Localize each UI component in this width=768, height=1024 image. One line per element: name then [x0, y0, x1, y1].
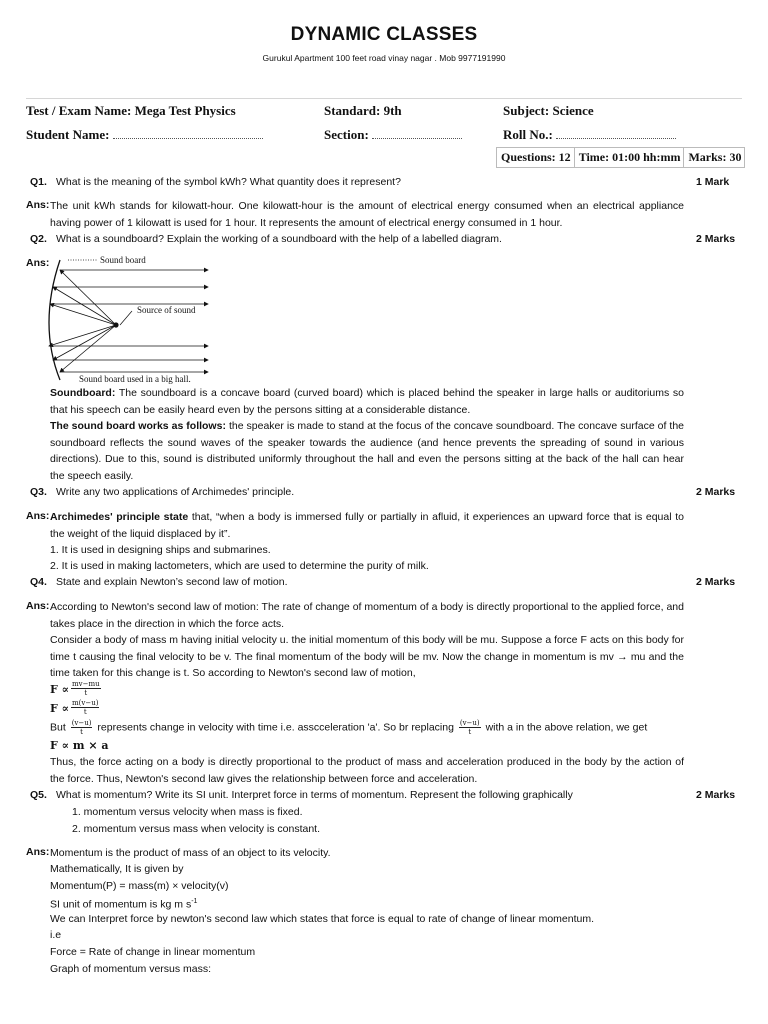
- q4-number: Q4.: [30, 576, 47, 588]
- q5-line-8: Graph of momentum versus mass:: [50, 963, 212, 975]
- q5-answer-label: Ans:: [26, 846, 50, 858]
- but-frac1-num: (v−u): [71, 719, 92, 727]
- exam-info-box: [496, 147, 745, 168]
- q4-answer-label: Ans:: [26, 600, 50, 612]
- but-frac2-num: (v−u): [459, 719, 480, 727]
- q4-answer-para3: Thus, the force acting on a body is directly proportional to the product of mass and acceleration produced in the body by the action of the force. Thus, Newton's second law gives the relationship between force and acceleration.: [50, 756, 684, 785]
- q5-line-7: Force = Rate of change in linear momentum: [50, 946, 256, 958]
- student-name-label: Student Name:: [26, 127, 110, 142]
- q1-question: What is the meaning of the symbol kWh? What quantity does it represent?: [56, 176, 401, 188]
- q1-marks: 1 Mark: [696, 176, 730, 188]
- q1-answer: The unit kWh stands for kilowatt-hour. One kilowatt-hour is the amount of electrical energy consumed when an electrical appliance having power of 1 kilowatt is used for 1 hour. It represents the amount of electrical energy consumed in 1 hour.: [50, 200, 684, 229]
- q5-line-1: Momentum is the product of mass of an object to its velocity.: [50, 847, 331, 859]
- eq1-lhs: F ∝: [50, 683, 70, 696]
- eq2-lhs: F ∝: [50, 702, 70, 715]
- working-explanation: the speaker is made to stand at the focus of the concave soundboard. The concave surface of the soundboard reflects the sound waves of the speaker towards the audience (and hence prevents the spreading of sound in various directions). Due to this, sound is distributed uniformly throughout the hall and even the persons sitting at the back of the hall can hear the speech easily.: [50, 420, 685, 482]
- si-unit-exponent: -1: [191, 898, 198, 905]
- working-term: The sound board works as follows:: [50, 420, 226, 432]
- q2-number: Q2.: [30, 233, 47, 245]
- soundboard-definition: The soundboard is a concave board (curved board) which is placed behind the speaker in large halls or auditoriums so that his speech can be easily heard even by the persons sitting at a considerable distance.: [50, 387, 684, 416]
- time-limit: Time: 01:00 hh:mm: [574, 148, 684, 167]
- q4-but-line: [50, 719, 710, 736]
- total-marks: Marks: 30: [683, 148, 744, 167]
- student-name-field: [26, 127, 263, 143]
- source-label-leader: [120, 311, 132, 325]
- q3-point-2: 2. It is used in making lactometers, which are used to determine the purity of milk.: [50, 560, 429, 572]
- soundboard-diagram: [48, 252, 218, 387]
- q5-line-3: Momentum(P) = mass(m) × velocity(v): [50, 880, 229, 892]
- equation-1: [50, 680, 103, 698]
- roll-no-field: [503, 127, 676, 143]
- but-text-pre: But: [50, 721, 66, 734]
- q2-marks: 2 Marks: [696, 233, 736, 245]
- section-blank: [372, 128, 462, 139]
- q5-number: Q5.: [30, 789, 47, 801]
- fig-caption: Sound board used in a big hall.: [79, 374, 191, 384]
- q4-answer-para2: Consider a body of mass m having initial velocity u. the initial momentum of this body will be mu. Suppose a force F acts on this body for time t causing the final velocity to be v. The final momentum of the body will be mv. Now the change in momentum is mv → mu and the time taken for this change is t. So according to Newton's second law of motion,: [50, 634, 684, 679]
- q4-answer-para1: According to Newton's second law of motion: The rate of change of momentum of a body is directly proportional to the applied force, and takes place in the direction in which the force acts.: [50, 601, 684, 630]
- exam-name: Test / Exam Name: Mega Test Physics: [26, 103, 236, 118]
- q3-number: Q3.: [30, 486, 47, 498]
- section-field: [324, 127, 462, 143]
- q5-question: What is momentum? Write its SI unit. Interpret force in terms of momentum. Represent the following graphically: [56, 789, 573, 801]
- but-frac1-den: t: [80, 728, 83, 736]
- questions-count: Questions: 12: [501, 150, 571, 164]
- incident-rays: [49, 270, 116, 372]
- q1-answer-label: Ans:: [26, 199, 50, 211]
- q2-answer-para1: [50, 385, 684, 418]
- q3-answer: [50, 509, 684, 542]
- q5-line-5: We can Interpret force by newton's second law which states that force is equal to rate of change of linear momentum.: [50, 913, 595, 925]
- fig-label-board: Sound board: [100, 255, 146, 265]
- q2-answer-label: Ans:: [26, 257, 50, 269]
- q5-line-2: Mathematically, It is given by: [50, 863, 184, 875]
- reflected-rays: [49, 270, 208, 372]
- q1-number: Q1.: [30, 176, 47, 188]
- student-name-blank: [113, 128, 263, 139]
- archimedes-definition: that, “when a body is immersed fully or partially in afluid, it experiences an upward force that is equal to the weight of the liquid displaced by it”.: [50, 511, 684, 540]
- subject: Subject: Science: [503, 103, 594, 118]
- eq2-denominator: t: [83, 708, 87, 717]
- eq1-denominator: t: [84, 689, 88, 698]
- equation-2: [50, 699, 101, 717]
- institute-address: Gurukul Apartment 100 feet road vinay nagar . Mob 9977191990: [262, 53, 506, 63]
- q5-line-6: i.e: [50, 929, 62, 941]
- institute-title: DYNAMIC CLASSES: [290, 24, 478, 45]
- standard: Standard: 9th: [324, 103, 402, 118]
- q3-point-1: 1. It is used in designing ships and submarines.: [50, 544, 271, 556]
- concave-board-curve: [49, 260, 60, 380]
- si-unit-text: SI unit of momentum is kg m s: [50, 898, 192, 911]
- but-text-mid: represents change in velocity with time i.e. asscceleration 'a'. So br replacing: [97, 721, 454, 734]
- but-frac2-den: t: [468, 728, 472, 736]
- eq2-numerator: m(v−u): [72, 699, 99, 708]
- q4-marks: 2 Marks: [696, 576, 736, 588]
- q3-answer-label: Ans:: [26, 510, 50, 522]
- q2-question: What is a soundboard? Explain the working of a soundboard with the help of a labelled diagram.: [56, 233, 502, 245]
- q3-question: Write any two applications of Archimedes' principle.: [56, 486, 295, 498]
- eq1-numerator: mv−mu: [72, 680, 100, 689]
- equation-3: F ∝ m × a: [50, 739, 109, 752]
- archimedes-term: Archimedes' principle state: [50, 511, 189, 523]
- soundboard-term: Soundboard:: [50, 387, 116, 399]
- q2-answer-para2: [50, 418, 684, 484]
- q5-subpart-1: 1. momentum versus velocity when mass is fixed.: [72, 806, 303, 818]
- but-text-post: with a in the above relation, we get: [485, 721, 648, 734]
- fig-label-source: Source of sound: [137, 305, 196, 315]
- header-divider: [26, 98, 742, 99]
- q5-subpart-2: 2. momentum versus mass when velocity is constant.: [72, 823, 321, 835]
- section-label: Section:: [324, 127, 369, 142]
- roll-no-label: Roll No.:: [503, 127, 553, 142]
- q3-marks: 2 Marks: [696, 486, 736, 498]
- sound-source-dot: [113, 322, 118, 327]
- q5-marks: 2 Marks: [696, 789, 736, 801]
- roll-no-blank: [556, 128, 676, 139]
- q4-question: State and explain Newton’s second law of motion.: [56, 576, 288, 588]
